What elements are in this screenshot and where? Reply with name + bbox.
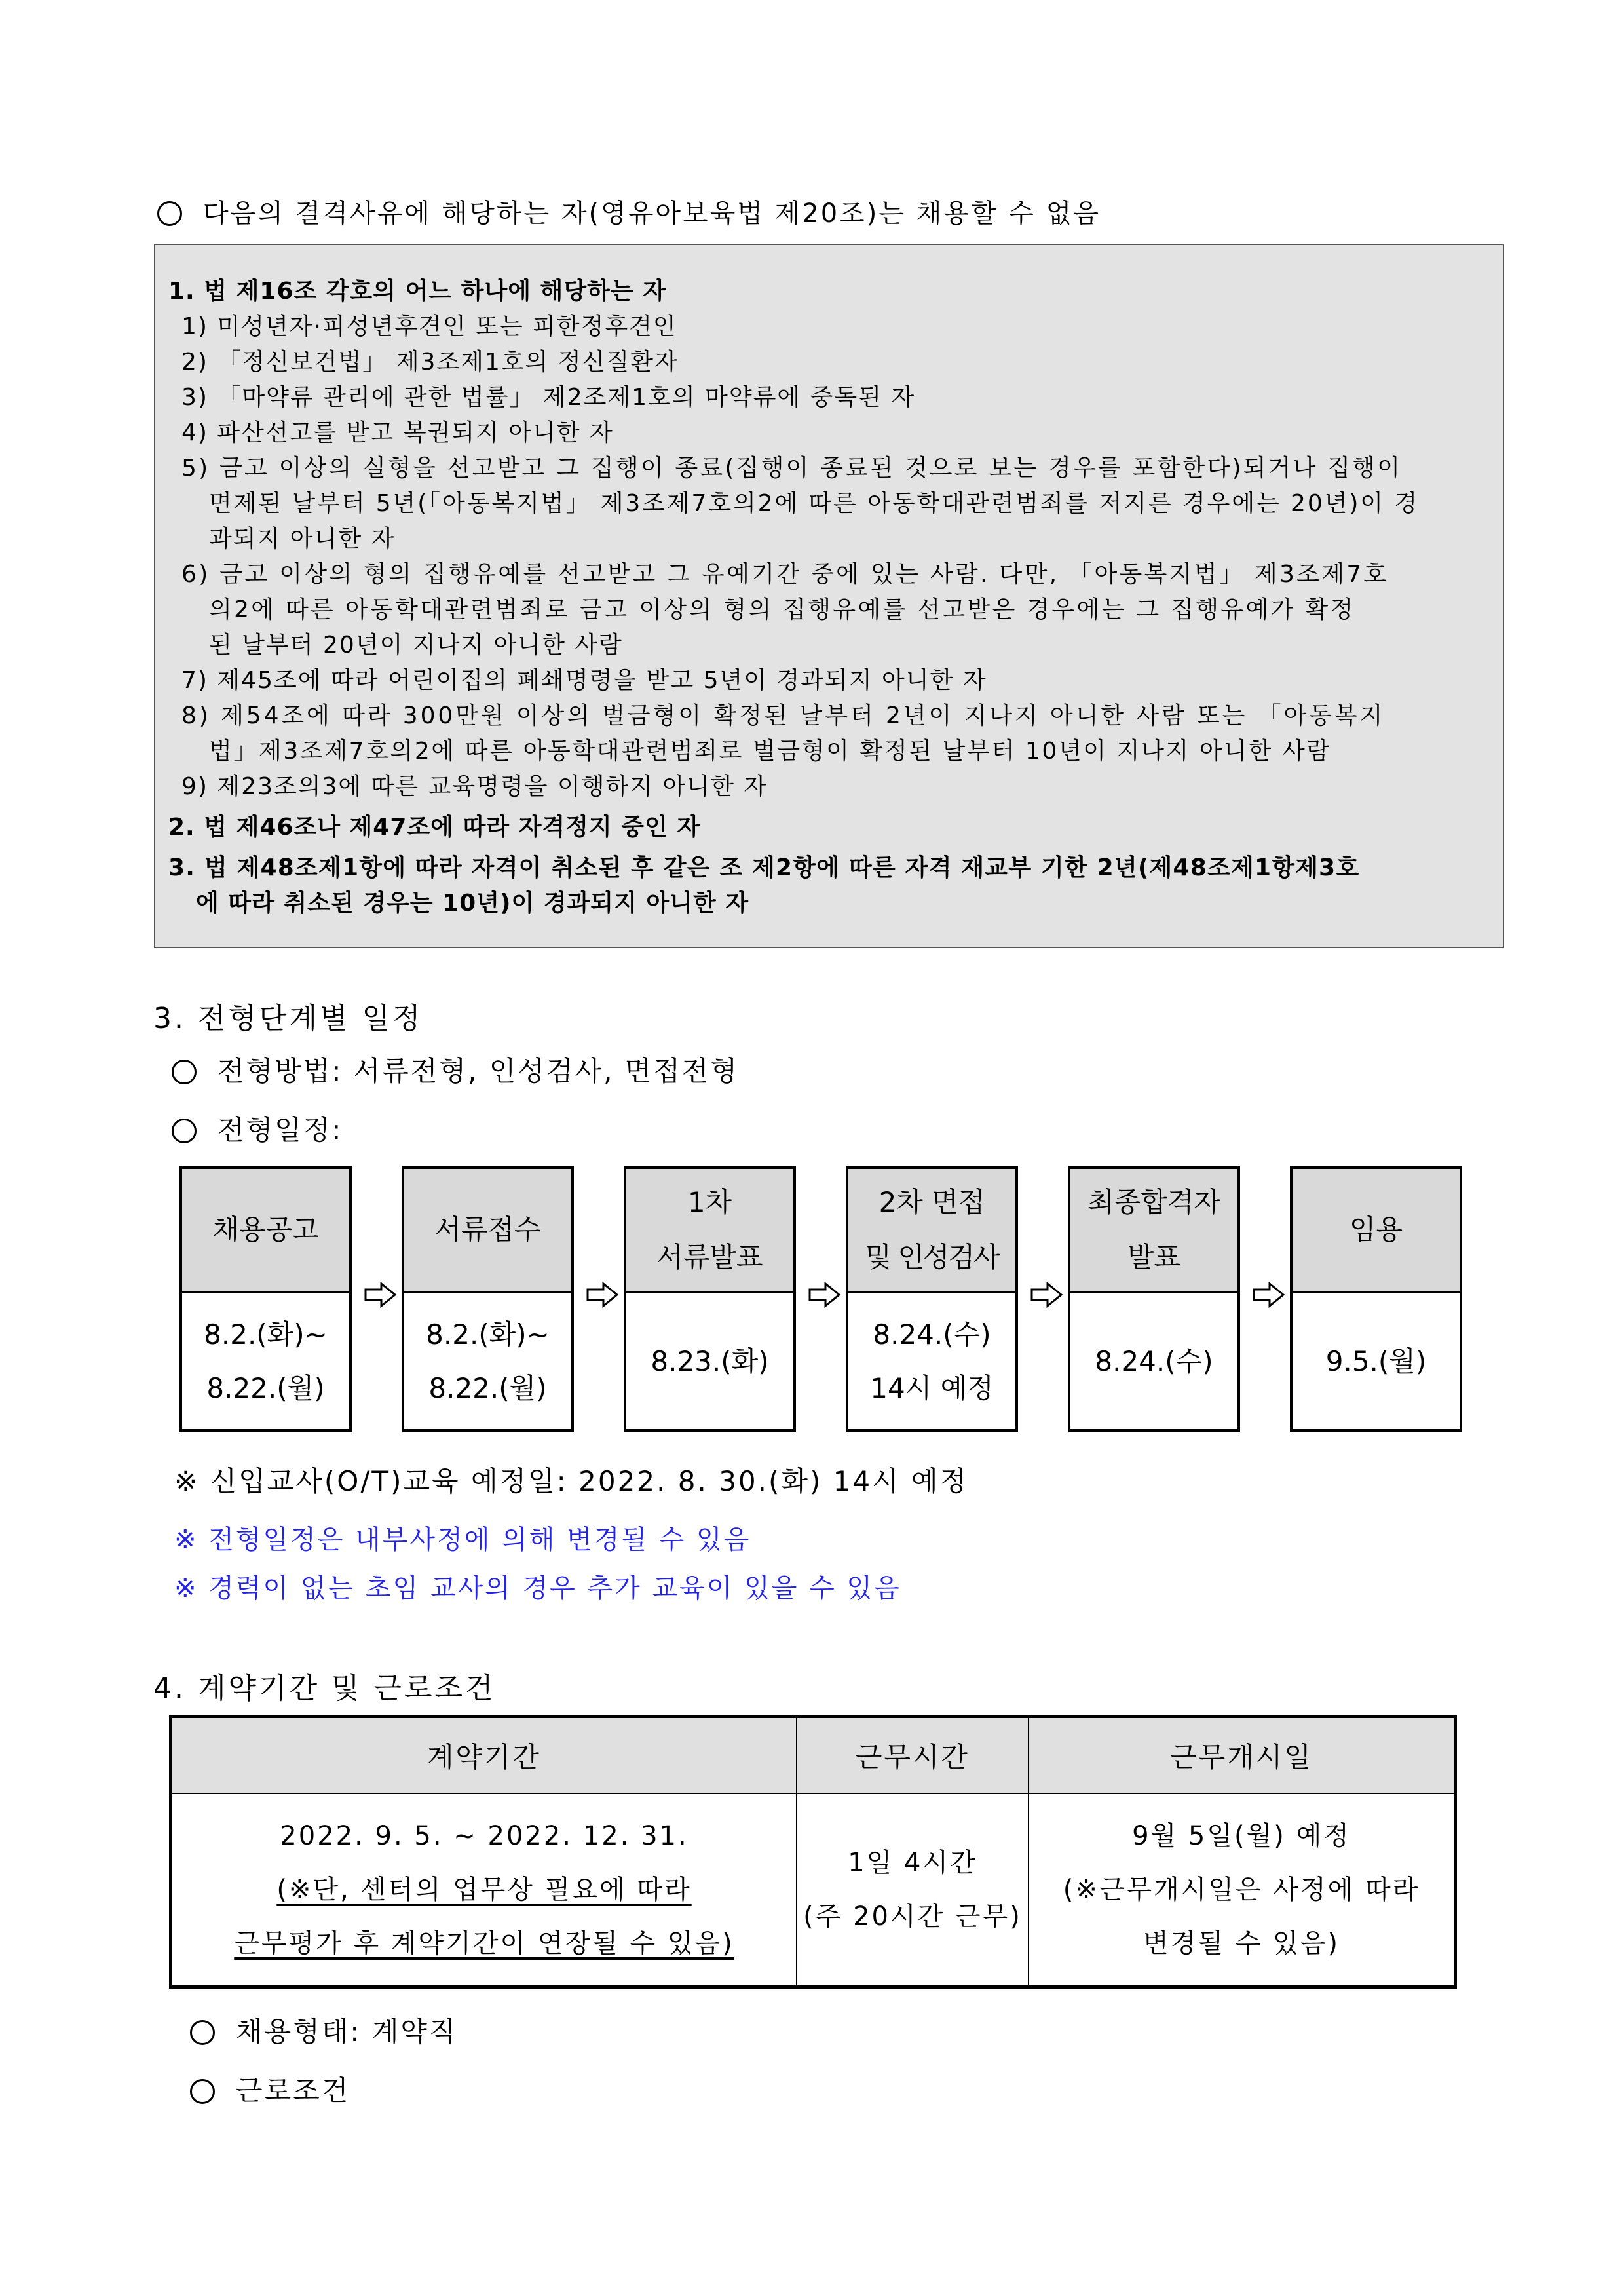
employment-type-text: 채용형태: 계약직 — [236, 2016, 458, 2048]
right-arrow-icon — [1030, 1282, 1063, 1308]
step-first-result — [624, 1166, 796, 1432]
dq-subitem: 2) 「정신보건법」 제3조제1호의 정신질환자 — [181, 349, 679, 375]
conditions-text: 근로조건 — [236, 2075, 350, 2107]
schedule-label: 전형일정: — [217, 1114, 343, 1146]
step-title: 최종합격자 — [1087, 1186, 1220, 1218]
dq-subitem: 7) 제45조에 따라 어린이집의 폐쇄명령을 받고 5년이 경과되지 아니한 자 — [181, 667, 987, 694]
dq-subitem: 1) 미성년자·피성년후견인 또는 피한정후견인 — [181, 313, 677, 340]
period-note-2: 근무평가 후 계약기간이 연장될 수 있음) — [234, 1928, 734, 1959]
cell-contract-period — [171, 1793, 797, 1987]
method-text: 전형방법: 서류전형, 인성검사, 면접전형 — [217, 1055, 740, 1087]
intro-line — [157, 193, 1101, 230]
step-title: 서류발표 — [656, 1241, 763, 1273]
dq-subitem: 5) 금고 이상의 실형을 선고받고 그 집행이 종료(집행이 종료된 것으로 보는 경우를 포함한다)되거나 집행이 — [181, 455, 1403, 482]
dq-item-2: 2. 법 제46조나 제47조에 따라 자격정지 중인 자 — [168, 814, 701, 841]
right-arrow-icon — [364, 1282, 397, 1308]
contract-table — [169, 1715, 1457, 1989]
period-dates: 2022. 9. 5. ~ 2022. 12. 31. — [280, 1821, 689, 1851]
intro-text: 다음의 결격사유에 해당하는 자(영유아보육법 제20조)는 채용할 수 없음 — [203, 199, 1101, 229]
step-appointment — [1290, 1166, 1462, 1432]
right-arrow-icon — [808, 1282, 841, 1308]
section3-title: 3. 전형단계별 일정 — [153, 1002, 423, 1035]
method-line — [172, 1050, 739, 1089]
start-note-2: 변경될 수 있음) — [1143, 1928, 1340, 1959]
step-date: 14시 예정 — [870, 1372, 994, 1404]
step-date: 8.23.(화) — [651, 1345, 769, 1377]
step-recruit-notice — [179, 1166, 352, 1432]
header-work-hours: 근무시간 — [797, 1717, 1029, 1794]
schedule-change-note: ※ 전형일정은 내부사정에 의해 변경될 수 있음 — [174, 1525, 751, 1555]
hours-weekly: (주 20시간 근무) — [803, 1902, 1022, 1932]
schedule-line — [172, 1109, 343, 1148]
step-date: 8.2.(화)~ — [204, 1318, 328, 1350]
cell-work-hours — [797, 1793, 1029, 1987]
ot-training-note: ※ 신입교사(O/T)교육 예정일: 2022. 8. 30.(화) 14시 예정 — [174, 1465, 969, 1497]
circle-bullet-icon — [157, 201, 182, 226]
step-document-submission — [402, 1166, 574, 1432]
dq-subitem: 3) 「마약류 관리에 관한 법률」 제2조제1호의 마약류에 중독된 자 — [181, 384, 916, 411]
step-date: 8.24.(수) — [1095, 1345, 1213, 1377]
circle-bullet-icon — [190, 2079, 215, 2104]
step-date: 9.5.(월) — [1325, 1345, 1427, 1377]
header-start-date: 근무개시일 — [1029, 1717, 1456, 1794]
step-date: 8.2.(화)~ — [426, 1318, 550, 1350]
circle-bullet-icon — [190, 2020, 215, 2045]
conditions-line — [190, 2069, 350, 2109]
step-date: 8.24.(수) — [873, 1318, 991, 1350]
dq-subitem-cont: 과되지 아니한 자 — [209, 526, 396, 552]
circle-bullet-icon — [172, 1119, 197, 1143]
start-date: 9월 5일(월) 예정 — [1132, 1821, 1351, 1851]
dq-subitem-cont: 의2에 따른 아동학대관련범죄로 금고 이상의 형의 집행유예를 선고받은 경우에는 그 집행유예가 확정 — [209, 596, 1355, 623]
right-arrow-icon — [1253, 1282, 1285, 1308]
dq-subitem: 8) 제54조에 따라 300만원 이상의 벌금형이 확정된 날부터 2년이 지나지 아니한 사람 또는 「아동복지 — [181, 702, 1386, 729]
circle-bullet-icon — [172, 1060, 197, 1084]
step-title: 채용공고 — [212, 1214, 319, 1246]
disqualification-box — [154, 244, 1504, 948]
dq-item-3: 3. 법 제48조제1항에 따라 자격이 취소된 후 같은 조 제2항에 따른 자격 재교부 기한 2년(제48조제1항제3호 — [168, 854, 1360, 881]
section4-title: 4. 계약기간 및 근로조건 — [153, 1672, 496, 1705]
dq-subitem-cont: 된 날부터 20년이 지나지 아니한 사람 — [209, 632, 623, 659]
dq-item-3-cont: 에 따라 취소된 경우는 10년)이 경과되지 아니한 자 — [196, 890, 749, 917]
dq-subitem: 9) 제23조의3에 따른 교육명령을 이행하지 아니한 자 — [181, 773, 768, 800]
step-title: 발표 — [1127, 1241, 1181, 1273]
dq-subitem: 4) 파산선고를 받고 복권되지 아니한 자 — [181, 419, 614, 446]
hours-daily: 1일 4시간 — [848, 1848, 977, 1878]
extra-training-note: ※ 경력이 없는 초임 교사의 경우 추가 교육이 있을 수 있음 — [174, 1573, 901, 1603]
step-title: 2차 면접 — [878, 1186, 985, 1218]
dq-subitem-cont: 법」제3조제7호의2에 따른 아동학대관련범죄로 벌금형이 확정된 날부터 10년이 지나지 아니한 사람 — [209, 738, 1331, 765]
step-interview — [846, 1166, 1018, 1432]
step-title: 임용 — [1349, 1214, 1403, 1246]
period-note-1: (※단, 센터의 업무상 필요에 따라 — [276, 1875, 692, 1905]
step-date: 8.22.(월) — [206, 1372, 325, 1404]
step-title: 서류접수 — [434, 1214, 541, 1246]
step-date: 8.22.(월) — [428, 1372, 547, 1404]
dq-subitem-cont: 면제된 날부터 5년(「아동복지법」 제3조제7호의2에 따른 아동학대관련범죄를 저지른 경우에는 20년)이 경 — [209, 490, 1419, 517]
dq-item-1: 1. 법 제16조 각호의 어느 하나에 해당하는 자 — [168, 278, 666, 305]
header-contract-period: 계약기간 — [171, 1717, 797, 1794]
employment-type-line — [190, 2010, 458, 2050]
dq-subitem: 6) 금고 이상의 형의 집행유예를 선고받고 그 유예기간 중에 있는 사람. 다만, 「아동복지법」 제3조제7호 — [181, 561, 1389, 588]
step-final-announcement — [1068, 1166, 1240, 1432]
right-arrow-icon — [586, 1282, 619, 1308]
start-note-1: (※근무개시일은 사정에 따라 — [1063, 1875, 1420, 1905]
cell-start-date — [1029, 1793, 1456, 1987]
step-title: 및 인성검사 — [865, 1241, 999, 1273]
step-title: 1차 — [687, 1186, 732, 1218]
